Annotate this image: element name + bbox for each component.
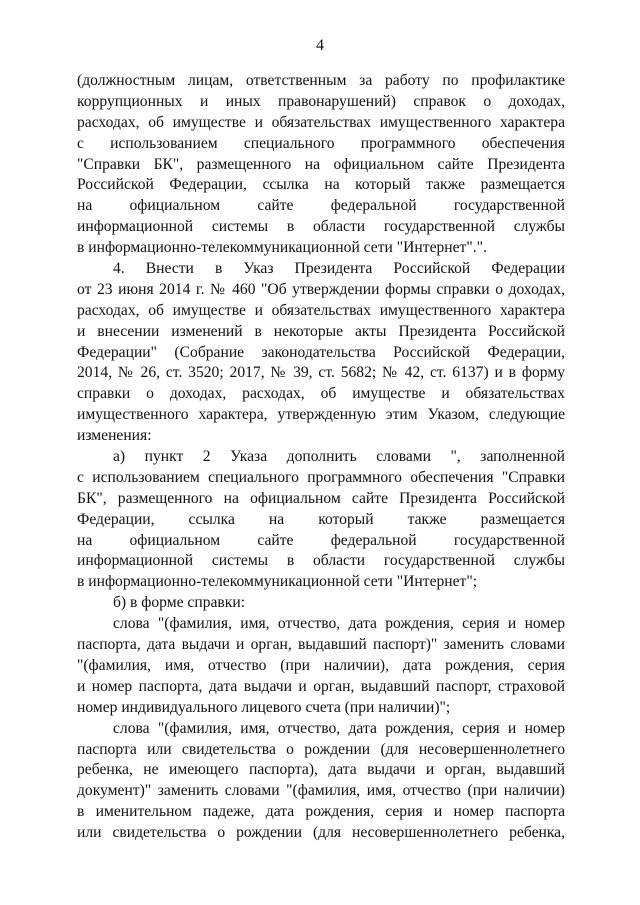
text-line: справки о доходах, расходах, об имуществе и обязательствах bbox=[77, 385, 565, 403]
text-line: паспорта или свидетельства о рождении (для несовершеннолетнего bbox=[77, 740, 565, 758]
text-line: с использованием специального программного обеспечения bbox=[77, 134, 565, 152]
text-line: Федерации" (Собрание законодательства Российской Федерации, bbox=[77, 343, 565, 361]
text-line: паспорта, дата выдачи и орган, выдавший паспорт)" заменить словами bbox=[77, 636, 565, 654]
text-line: имущественного характера, утвержденную этим Указом, следующие bbox=[77, 406, 565, 424]
text-line: информационной системы в области государственной службы bbox=[77, 218, 565, 236]
text-line: 2014, № 26, ст. 3520; 2017, № 39, ст. 5682; № 42, ст. 6137) и в форму bbox=[77, 364, 565, 382]
text-line: ребенка, не имеющего паспорта), дата выдачи и орган, выдавший bbox=[77, 761, 565, 779]
text-line: на официальном сайте федеральной государственной bbox=[77, 531, 565, 549]
text-line: расходах, об имуществе и обязательствах имущественного характера bbox=[77, 301, 565, 319]
text-line: Федерации, ссылка на который также размещается bbox=[77, 510, 565, 528]
text-line: в именительном падеже, дата рождения, серия и номер паспорта bbox=[77, 803, 565, 821]
text-line: и внесении изменений в некоторые акты Президента Российской bbox=[77, 322, 565, 340]
text-line: информационной системы в области государственной службы bbox=[77, 552, 565, 570]
text-line: на официальном сайте федеральной государственной bbox=[77, 197, 565, 215]
text-line: с использованием специального программного обеспечения "Справки bbox=[77, 468, 565, 486]
text-line: слова "(фамилия, имя, отчество, дата рождения, серия и номер bbox=[113, 615, 565, 633]
text-line: слова "(фамилия, имя, отчество, дата рождения, серия и номер bbox=[113, 719, 565, 737]
text-line: БК", размещенного на официальном сайте Президента Российской bbox=[77, 489, 565, 507]
text-line: и номер паспорта, дата выдачи и орган, выдавший паспорт, страховой bbox=[77, 677, 565, 695]
text-line: изменения: bbox=[77, 427, 152, 445]
text-line: расходах, об имуществе и обязательствах имущественного характера bbox=[77, 113, 565, 131]
text-line: документ)" заменить словами "(фамилия, имя, отчество (при наличии) bbox=[77, 782, 565, 800]
text-line: Российской Федерации, ссылка на который также размещается bbox=[77, 176, 565, 194]
text-line: в информационно-телекоммуникационной сети "Интернет".". bbox=[77, 239, 487, 257]
text-line: или свидетельства о рождении (для несовершеннолетнего ребенка, bbox=[77, 824, 565, 842]
text-line: (должностным лицам, ответственным за работу по профилактике bbox=[77, 72, 565, 89]
document-body bbox=[77, 71, 565, 844]
text-line: номер индивидуального лицевого счета (при наличии)"; bbox=[77, 698, 451, 716]
text-line: в информационно-телекоммуникационной сети "Интернет"; bbox=[77, 573, 478, 591]
text-line: коррупционных и иных правонарушений) справок о доходах, bbox=[77, 92, 565, 110]
text-line: а) пункт 2 Указа дополнить словами ", заполненной bbox=[113, 448, 565, 466]
text-line: "(фамилия, имя, отчество (при наличии), дата рождения, серия bbox=[77, 656, 565, 674]
text-line: 4. Внести в Указ Президента Российской Федерации bbox=[113, 260, 565, 278]
text-line: "Справки БК", размещенного на официальном сайте Президента bbox=[77, 155, 565, 173]
page-number: 4 bbox=[316, 37, 324, 54]
text-line: б) в форме справки: bbox=[113, 594, 246, 612]
text-line: от 23 июня 2014 г. № 460 "Об утверждении формы справки о доходах, bbox=[77, 280, 565, 298]
